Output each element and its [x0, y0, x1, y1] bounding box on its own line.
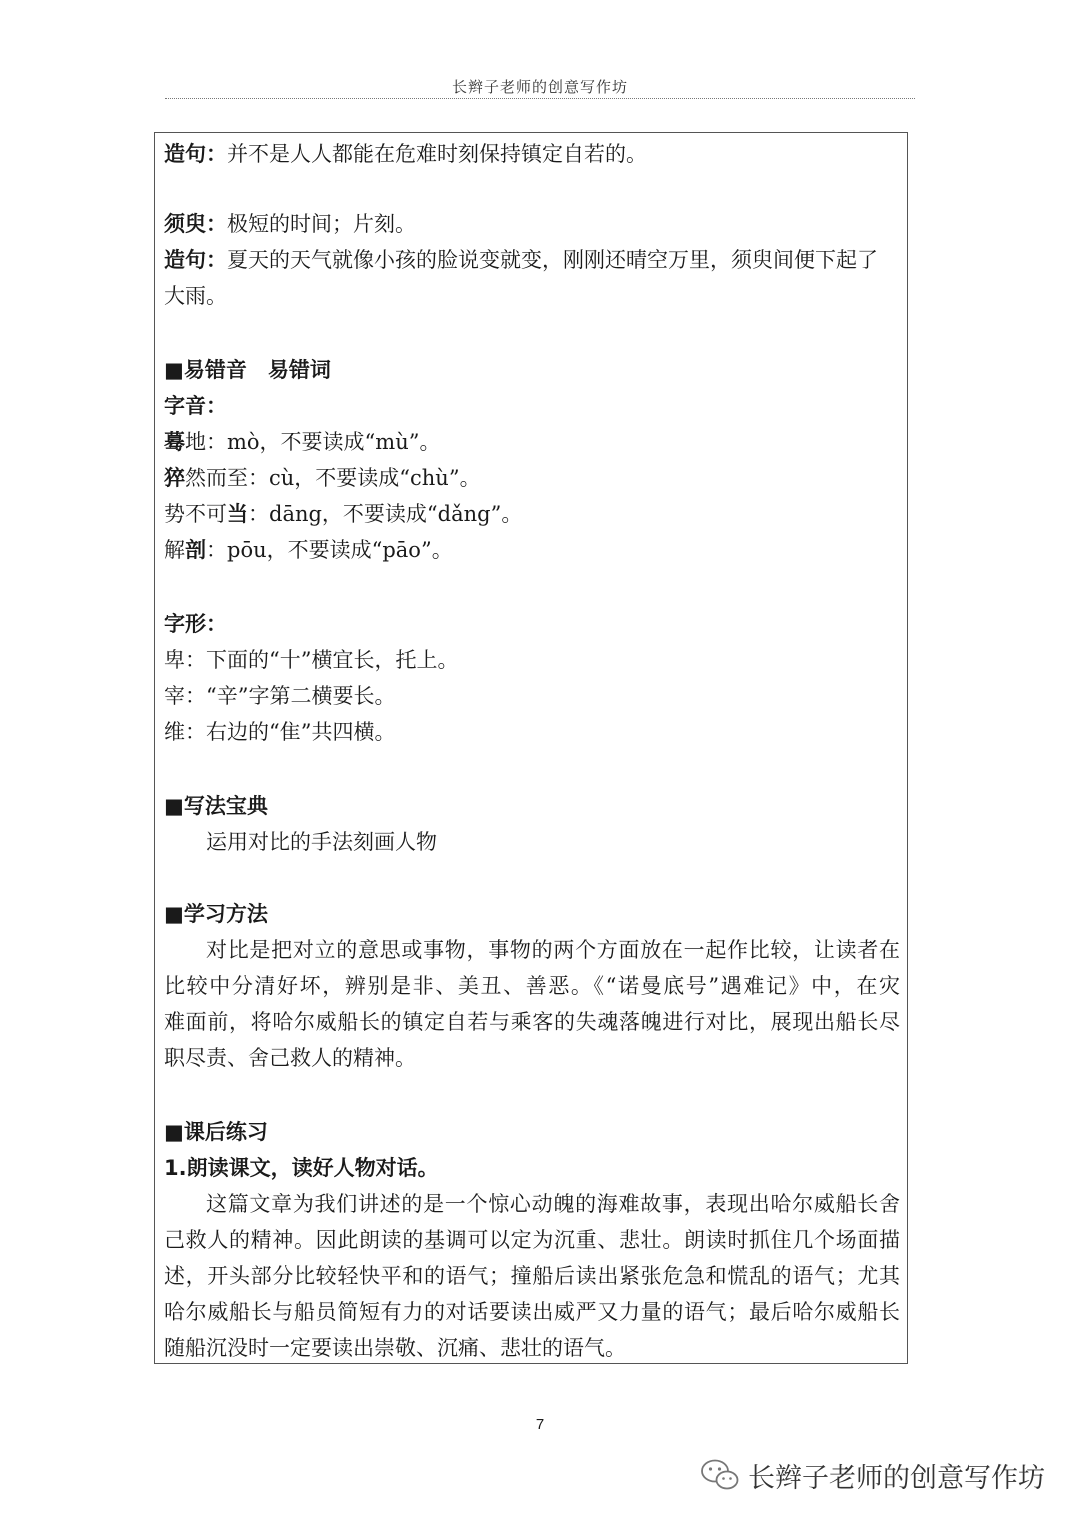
- pronunciation-item: [164, 424, 440, 460]
- section-heading-exercises: ■课后练习: [164, 1120, 268, 1144]
- section-heading-errors: ■易错音 易错词: [164, 358, 331, 382]
- key-char: 蓦: [164, 430, 185, 454]
- pronunciation-item: [164, 532, 453, 568]
- item-text: 地：mò，不要读成“mù”。: [185, 430, 441, 454]
- glyph-item: 卑：下面的“十”横宜长，托上。: [164, 648, 459, 672]
- method-paragraph-line: 比较中分清好坏，辨别是非、美丑、善恶。《“诺曼底号”遇难记》中，在灾: [164, 974, 900, 998]
- sentence-example-1: [164, 136, 647, 172]
- glyph-item: 宰：“辛”字第二横要长。: [164, 684, 396, 708]
- pronunciation-item: [164, 496, 522, 532]
- method-paragraph-line: 难面前，将哈尔威船长的镇定自若与乘客的失魂落魄进行对比，展现出船长尽: [164, 1010, 900, 1034]
- item-text: ：pōu，不要读成“pāo”。: [206, 538, 453, 562]
- exercise-paragraph-line: 这篇文章为我们讲述的是一个惊心动魄的海难故事，表现出哈尔威船长舍: [206, 1192, 900, 1216]
- wechat-icon: [700, 1458, 740, 1492]
- page-header: 长辫子老师的创意写作坊: [451, 78, 628, 96]
- section-heading-method: ■学习方法: [164, 902, 268, 926]
- sentence-example-2: [164, 242, 878, 278]
- term-text: 极短的时间；片刻。: [227, 212, 416, 236]
- term-text: 并不是人人都能在危难时刻保持镇定自若的。: [227, 142, 647, 166]
- section-heading-writing: ■写法宝典: [164, 794, 268, 818]
- exercise-paragraph-line: 随船沉没时一定要读出崇敬、沉痛、悲壮的语气。: [164, 1336, 626, 1360]
- key-char: 猝: [164, 466, 185, 490]
- writing-tip: 运用对比的手法刻画人物: [206, 830, 437, 854]
- watermark-text: 长辫子老师的创意写作坊: [748, 1462, 1045, 1494]
- pronunciation-item: [164, 460, 481, 496]
- item-prefix: 势不可: [164, 502, 227, 526]
- vocab-xuyu: [164, 206, 416, 242]
- subheading-glyph: 字形：: [164, 612, 227, 636]
- exercise-question-1: 1.朗读课文，读好人物对话。: [164, 1156, 439, 1180]
- term-label: 造句：: [164, 248, 227, 272]
- term-text: 夏天的天气就像小孩的脸说变就变，刚刚还晴空万里，须臾间便下起了: [227, 248, 878, 272]
- exercise-paragraph-line: 哈尔威船长与船员简短有力的对话要读出威严又力量的语气；最后哈尔威船长: [164, 1300, 900, 1324]
- key-char: 剖: [185, 538, 206, 562]
- term-label: 须臾：: [164, 212, 227, 236]
- header-divider: [165, 98, 915, 99]
- method-paragraph-line: 对比是把对立的意思或事物，事物的两个方面放在一起作比较，让读者在: [206, 938, 900, 962]
- key-char: 当: [227, 502, 248, 526]
- watermark: [700, 1455, 1045, 1495]
- exercise-paragraph-line: 述，开头部分比较轻快平和的语气；撞船后读出紧张危急和慌乱的语气；尤其: [164, 1264, 900, 1288]
- item-text: ：dāng，不要读成“dǎng”。: [248, 502, 523, 526]
- subheading-pronunciation: 字音：: [164, 394, 227, 418]
- exercise-paragraph-line: 己救人的精神。因此朗读的基调可以定为沉重、悲壮。朗读时抓住几个场面描: [164, 1228, 900, 1252]
- method-paragraph-line: 职尽责、舍己救人的精神。: [164, 1046, 416, 1070]
- page-number: 7: [535, 1416, 545, 1433]
- item-prefix: 解: [164, 538, 185, 562]
- glyph-item: 维：右边的“隹”共四横。: [164, 720, 396, 744]
- item-text: 然而至：cù，不要读成“chù”。: [185, 466, 481, 490]
- term-label: 造句：: [164, 142, 227, 166]
- sentence-example-2-cont: 大雨。: [164, 284, 227, 308]
